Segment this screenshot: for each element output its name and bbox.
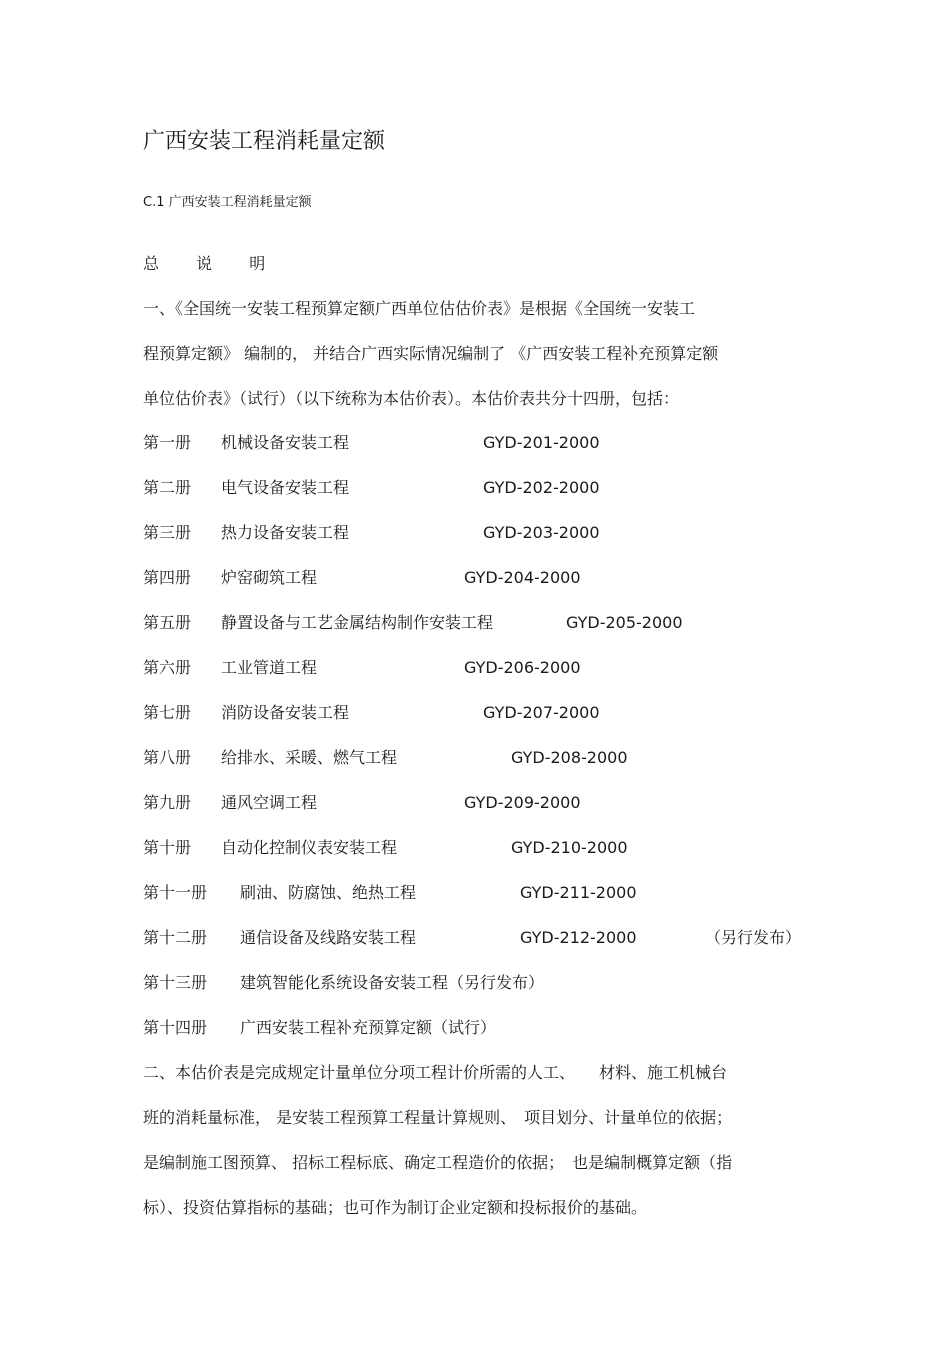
paragraph-2-line: 二、本估价表是完成规定计量单位分项工程计价所需的人工、 材料、施工机械台 bbox=[143, 1063, 728, 1082]
volume-name: 工业管道工程 bbox=[221, 658, 318, 677]
volume-number: 第十四册 bbox=[143, 1018, 208, 1037]
paragraph-1-line: 一、《全国统一安装工程预算定额广西单位估估价表》是根据《全国统一安装工 bbox=[143, 299, 696, 318]
paragraph-1-line: 程预算定额》 编制的， 并结合广西实际情况编制了 《广西安装工程补充预算定额 bbox=[143, 344, 719, 363]
volume-number: 第五册 bbox=[143, 613, 192, 632]
paragraph-1-line: 单位估价表》（试行）（以下统称为本估价表）。本估价表共分十四册，包括： bbox=[143, 389, 680, 408]
volume-row bbox=[143, 566, 823, 590]
volume-code: GYD-201-2000 bbox=[483, 433, 600, 452]
volume-row bbox=[143, 926, 823, 950]
volume-name: 炉窑砌筑工程 bbox=[221, 568, 318, 587]
volume-row bbox=[143, 656, 823, 680]
volume-name: 通信设备及线路安装工程 bbox=[240, 928, 417, 947]
document-title: 广西安装工程消耗量定额 bbox=[143, 129, 386, 154]
volume-number: 第十二册 bbox=[143, 928, 208, 947]
paragraph-2-line: 班的消耗量标准， 是安装工程预算工程量计算规则、 项目划分、计量单位的依据； bbox=[143, 1108, 733, 1127]
volume-code: GYD-208-2000 bbox=[511, 748, 628, 767]
volume-number: 第四册 bbox=[143, 568, 192, 587]
volume-number: 第二册 bbox=[143, 478, 192, 497]
paragraph-2-line: 标）、投资估算指标的基础；也可作为制订企业定额和投标报价的基础。 bbox=[143, 1198, 648, 1217]
volume-number: 第十册 bbox=[143, 838, 192, 857]
volume-row bbox=[143, 701, 823, 725]
volume-number: 第十一册 bbox=[143, 883, 208, 902]
volume-row bbox=[143, 431, 823, 455]
volume-code: GYD-207-2000 bbox=[483, 703, 600, 722]
volume-name: 广西安装工程补充预算定额（试行） bbox=[240, 1018, 497, 1037]
volume-note: （另行发布） bbox=[705, 928, 802, 947]
volume-number: 第七册 bbox=[143, 703, 192, 722]
volume-number: 第三册 bbox=[143, 523, 192, 542]
volume-row bbox=[143, 881, 823, 905]
volume-name: 静置设备与工艺金属结构制作安装工程 bbox=[221, 613, 494, 632]
volume-code: GYD-205-2000 bbox=[566, 613, 683, 632]
volume-name: 电气设备安装工程 bbox=[221, 478, 350, 497]
volume-code: GYD-204-2000 bbox=[464, 568, 581, 587]
volume-row bbox=[143, 1016, 823, 1040]
volume-code: GYD-209-2000 bbox=[464, 793, 581, 812]
volume-code: GYD-206-2000 bbox=[464, 658, 581, 677]
volume-name: 热力设备安装工程 bbox=[221, 523, 350, 542]
volume-name: 刷油、防腐蚀、绝热工程 bbox=[240, 883, 417, 902]
volume-name: 建筑智能化系统设备安装工程（另行发布） bbox=[240, 973, 545, 992]
section-title: C.1 广西安装工程消耗量定额 bbox=[143, 195, 312, 210]
volume-name: 消防设备安装工程 bbox=[221, 703, 350, 722]
volume-name: 给排水、采暖、燃气工程 bbox=[221, 748, 398, 767]
paragraph-2-line: 是编制施工图预算、 招标工程标底、确定工程造价的依据； 也是编制概算定额（指 bbox=[143, 1153, 733, 1172]
volume-row bbox=[143, 521, 823, 545]
heading-char: 明 bbox=[249, 254, 266, 273]
volume-row bbox=[143, 611, 823, 635]
heading-char: 说 bbox=[196, 254, 213, 273]
volume-row bbox=[143, 476, 823, 500]
volume-number: 第一册 bbox=[143, 433, 192, 452]
volume-number: 第九册 bbox=[143, 793, 192, 812]
volume-number: 第十三册 bbox=[143, 973, 208, 992]
volume-code: GYD-203-2000 bbox=[483, 523, 600, 542]
heading-char: 总 bbox=[143, 254, 160, 273]
volume-row bbox=[143, 836, 823, 860]
volume-name: 通风空调工程 bbox=[221, 793, 318, 812]
volume-code: GYD-202-2000 bbox=[483, 478, 600, 497]
volume-code: GYD-212-2000 bbox=[520, 928, 637, 947]
volume-row bbox=[143, 791, 823, 815]
general-notes-heading bbox=[143, 252, 297, 276]
volume-number: 第八册 bbox=[143, 748, 192, 767]
volume-name: 机械设备安装工程 bbox=[221, 433, 350, 452]
volume-code: GYD-211-2000 bbox=[520, 883, 637, 902]
volume-row bbox=[143, 746, 823, 770]
volume-number: 第六册 bbox=[143, 658, 192, 677]
volume-name: 自动化控制仪表安装工程 bbox=[221, 838, 398, 857]
volume-code: GYD-210-2000 bbox=[511, 838, 628, 857]
volume-row bbox=[143, 971, 823, 995]
